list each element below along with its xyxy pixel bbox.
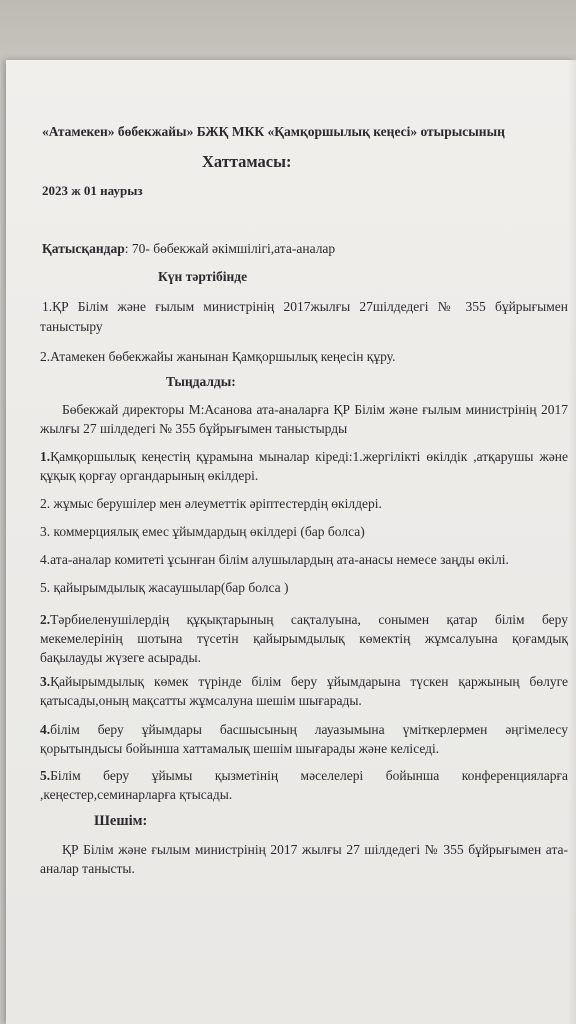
duty-item-4-line-2: қорытындысы бойынша хаттамалық шешім шығарады және келіседі. bbox=[40, 741, 440, 756]
duty-item-5-number: 5. bbox=[40, 768, 51, 783]
duty-item-3-line-2: қатысады,оның мақсатты жұмсалуна шешім шығарады. bbox=[40, 693, 362, 708]
decision-heading: Шешім: bbox=[94, 813, 148, 829]
participants-line bbox=[42, 241, 335, 257]
member-item-1-text: Қамқоршылық кеңестің құрамына мыналар кіреді:1.жергілікті өкілдік ,атқарушы және bbox=[50, 449, 568, 464]
member-item-1-line-1 bbox=[40, 449, 568, 465]
document-page bbox=[6, 60, 576, 1024]
duty-item-4-text: білім беру ұйымдары басшысының лауазымына үміткерлермен әңгімелесу bbox=[50, 722, 568, 737]
participants-label: Қатысқандар bbox=[42, 241, 125, 256]
duty-item-2-line-2: мекемелерінің шотына түсетін қайырымдылық көмектің жұмсалуына қоғамдық bbox=[40, 631, 568, 646]
duty-item-2-line-3: бақылауды жүзеге асырады. bbox=[40, 650, 201, 665]
page-edge-shadow bbox=[568, 60, 576, 1024]
duty-item-4-number: 4. bbox=[40, 722, 51, 737]
duty-item-3-text: Қайырымдылық көмек түрінде білім беру ұйымдарына түскен қаржының бөлуге bbox=[50, 674, 568, 689]
participants-text: : 70- бөбекжай әкімшілігі,ата-аналар bbox=[124, 241, 336, 256]
member-item-5: 5. қайырымдылық жасаушылар(бар болса ) bbox=[40, 580, 289, 595]
agenda-item-1-line-2: таныстыру bbox=[40, 319, 103, 334]
duty-item-2-line-1 bbox=[40, 612, 568, 628]
decision-line-2: аналар таныcты. bbox=[40, 861, 135, 876]
document-title: Хаттамасы: bbox=[202, 152, 292, 171]
duty-item-2-number: 2. bbox=[40, 612, 51, 627]
duty-item-4-line-1 bbox=[40, 722, 568, 738]
organization-line: «Атамекен» бөбекжайы» БЖҚ МКК «Қамқоршылық кеңесі» отырысының bbox=[42, 124, 505, 139]
document-date: 2023 ж 01 наурыз bbox=[42, 183, 143, 198]
member-item-2: 2. жұмыс берушілер мен әлеуметтік әріптестердің өкілдері. bbox=[40, 496, 382, 511]
duty-item-2-text: Тәрбиеленушілердің құқықтарының сақталуына, сонымен қатар білім беру bbox=[50, 612, 568, 627]
duty-item-5-line-1 bbox=[40, 768, 568, 784]
member-item-4: 4.ата-аналар комитеті ұсынған білім алушылардың ата-анасы немесе заңды өкілі. bbox=[40, 552, 509, 567]
table-surface bbox=[0, 0, 576, 62]
listened-heading: Тыңдалды: bbox=[166, 374, 236, 389]
agenda-heading: Күн тәртібінде bbox=[158, 269, 248, 284]
agenda-item-1-line-1: 1.ҚР Білім және ғылым министрінің 2017жылғы 27шілдедегі № 355 бұйрығымен bbox=[42, 299, 568, 314]
duty-item-5-line-2: ,кеңестер,семинарларға қтысады. bbox=[40, 787, 233, 802]
listened-paragraph-line-1: Бөбекжай директоры М:Асанова ата-аналарға ҚР Білім және ғылым министрінің 2017 bbox=[62, 402, 568, 417]
decision-line-1: ҚР Білім және ғылым министрінің 2017 жылғы 27 шілдедегі № 355 бұйрығымен ата- bbox=[62, 842, 568, 857]
duty-item-5-text: Білім беру ұйымы қызметінің мәселелері бойынша конференцияларға bbox=[50, 768, 568, 783]
member-item-1-line-2: құқық қорғау органдарының өкілдері. bbox=[40, 468, 259, 483]
agenda-item-2: 2.Атамекен бөбекжайы жанынан Қамқоршылық кеңесін құру. bbox=[40, 349, 396, 364]
member-item-3: 3. коммерциялық емес ұйымдардың өкілдері (бар болса) bbox=[40, 524, 365, 539]
listened-paragraph-line-2: жылғы 27 шілдедегі № 355 бұйрығымен таныстырды bbox=[40, 421, 348, 436]
member-item-1-number: 1. bbox=[40, 449, 51, 464]
duty-item-3-number: 3. bbox=[40, 674, 51, 689]
duty-item-3-line-1 bbox=[40, 674, 568, 690]
